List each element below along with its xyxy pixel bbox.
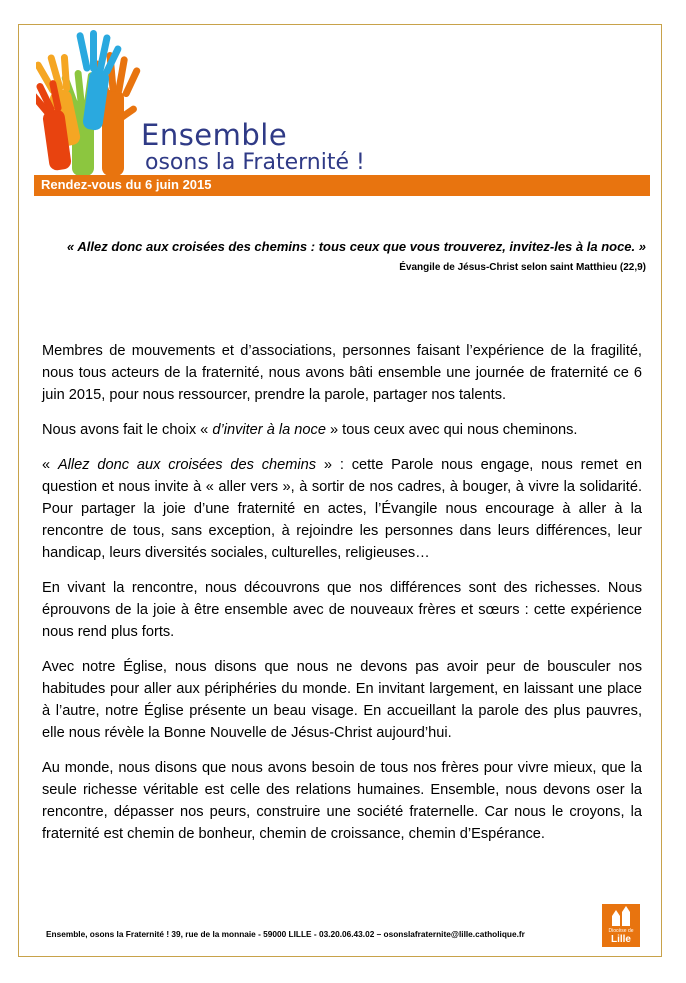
quote-source: Évangile de Jésus-Christ selon saint Matthieu (22,9) xyxy=(399,262,646,273)
banner-text: Rendez-vous du 6 juin 2015 xyxy=(41,177,212,192)
emphasis: d’inviter à la noce xyxy=(212,422,326,438)
paragraph xyxy=(42,454,642,564)
text-run: » : cette Parole nous engage, nous remet en question et nous invite à « aller vers », à sortir de nos cadres, à bouger, à vivre la solidarité. Pour partager la joie d’une fraternité en actes, l’Évangile nous encourage à aller à la rencontre de tous, sans exception, à rejoindre les personnes dans leurs différences, leur handicap, leurs diversités sociales, culturelles, religieuses… xyxy=(42,457,643,561)
emphasis: Allez donc aux croisées des chemins xyxy=(57,457,317,473)
text-run: Nous avons fait le choix « xyxy=(42,422,213,438)
paragraph: Membres de mouvements et d’associations, personnes faisant l’expérience de la fragilité, nous tous acteurs de la fraternité, nous avons bâti ensemble une journée de fraternité ce 6 juin 2015, pour nous ressourcer, prendre la parole, partager nos talents. xyxy=(42,343,642,403)
logo-title: Ensemble xyxy=(141,118,288,152)
paragraph xyxy=(42,419,642,441)
diocese-name: Lille xyxy=(610,934,631,945)
logo-subtitle: osons la Fraternité ! xyxy=(145,150,365,175)
hands-logo-icon xyxy=(36,30,146,176)
paragraph: En vivant la rencontre, nous découvrons que nos différences sont des richesses. Nous éprouvons de la joie à être ensemble avec de nouveaux frères et sœurs : cette expérience nous rend plus forts. xyxy=(42,580,642,640)
event-banner xyxy=(34,175,650,196)
church-icon xyxy=(602,904,640,928)
text-run: » tous ceux avec qui nous cheminons. xyxy=(325,422,578,438)
diocese-small-text: Diocèse de xyxy=(608,928,634,934)
diocese-logo xyxy=(602,904,640,947)
gospel-quote: « Allez donc aux croisées des chemins : tous ceux que vous trouverez, invitez-les à la noce. » xyxy=(67,239,646,254)
paragraph: Au monde, nous disons que nous avons besoin de tous nos frères pour vivre mieux, que la seule richesse véritable est celle des relations humaines. Ensemble, nous devons oser la rencontre, dépasser nos peurs, construire une société fraternelle. Car nous le croyons, la fraternité est chemin de bonheur, chemin de croissance, chemin d’Espérance. xyxy=(42,760,642,842)
logo xyxy=(36,30,396,176)
body-text xyxy=(42,340,642,858)
text-run: « xyxy=(42,457,58,473)
footer-contact: Ensemble, osons la Fraternité ! 39, rue de la monnaie - 59000 LILLE - 03.20.06.43.02 – osonslafraternite@lille.catholique.fr xyxy=(46,929,525,939)
paragraph: Avec notre Église, nous disons que nous ne devons pas avoir peur de bousculer nos habitudes pour aller aux périphéries du monde. En invitant largement, en laissant une place à l’autre, notre Église présente un beau visage. En accueillant la parole des plus pauvres, elle nous révèle la Bonne Nouvelle de Jésus-Christ aujourd’hui. xyxy=(42,659,642,741)
